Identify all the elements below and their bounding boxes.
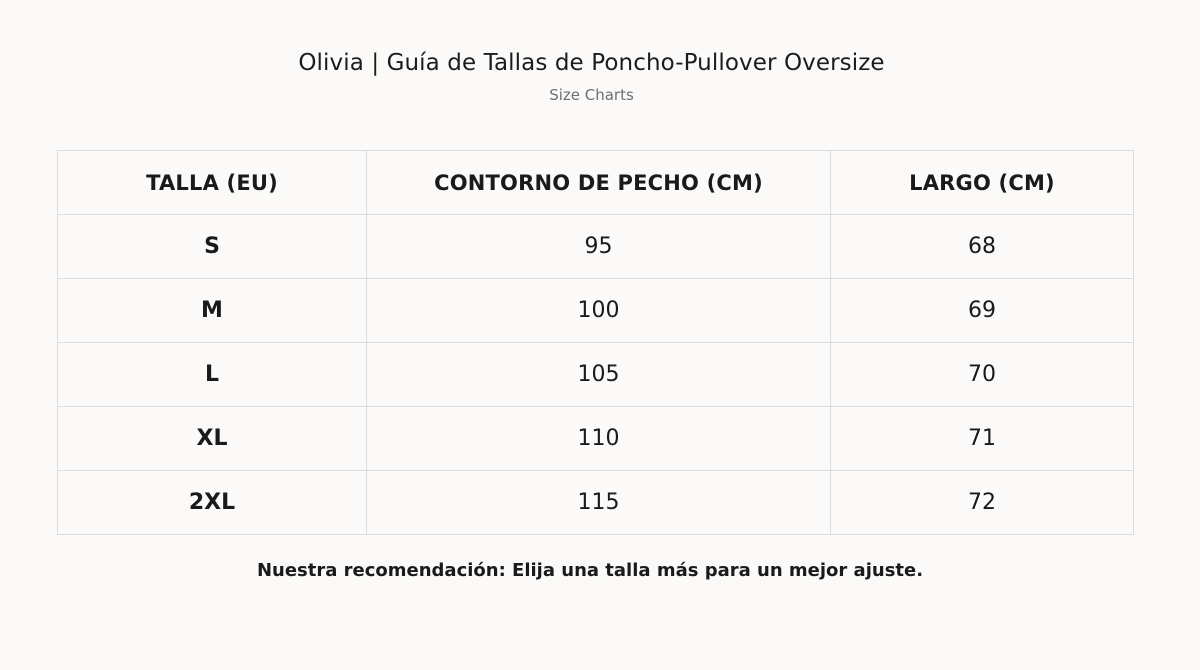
length-cell: 68 [831,215,1134,279]
table-row [58,215,1134,279]
size-cell: L [58,343,367,407]
chest-cell: 100 [367,279,831,343]
table-row [58,471,1134,535]
size-cell: S [58,215,367,279]
column-header-length: LARGO (CM) [831,151,1134,215]
length-cell: 70 [831,343,1134,407]
page-subtitle: Size Charts [549,86,634,104]
table-row [58,279,1134,343]
chest-cell: 95 [367,215,831,279]
column-header-size: TALLA (EU) [58,151,367,215]
page-title: Olivia | Guía de Tallas de Poncho-Pullover Oversize [298,50,885,76]
chest-cell: 105 [367,343,831,407]
length-cell: 71 [831,407,1134,471]
size-cell: XL [58,407,367,471]
table-header-row [58,151,1134,215]
table-row [58,407,1134,471]
chest-cell: 110 [367,407,831,471]
size-cell: M [58,279,367,343]
table-row [58,343,1134,407]
column-header-chest: CONTORNO DE PECHO (CM) [367,151,831,215]
recommendation-note: Nuestra recomendación: Elija una talla más para un mejor ajuste. [256,560,924,581]
length-cell: 69 [831,279,1134,343]
length-cell: 72 [831,471,1134,535]
size-cell: 2XL [58,471,367,535]
size-table [57,150,1134,535]
chest-cell: 115 [367,471,831,535]
